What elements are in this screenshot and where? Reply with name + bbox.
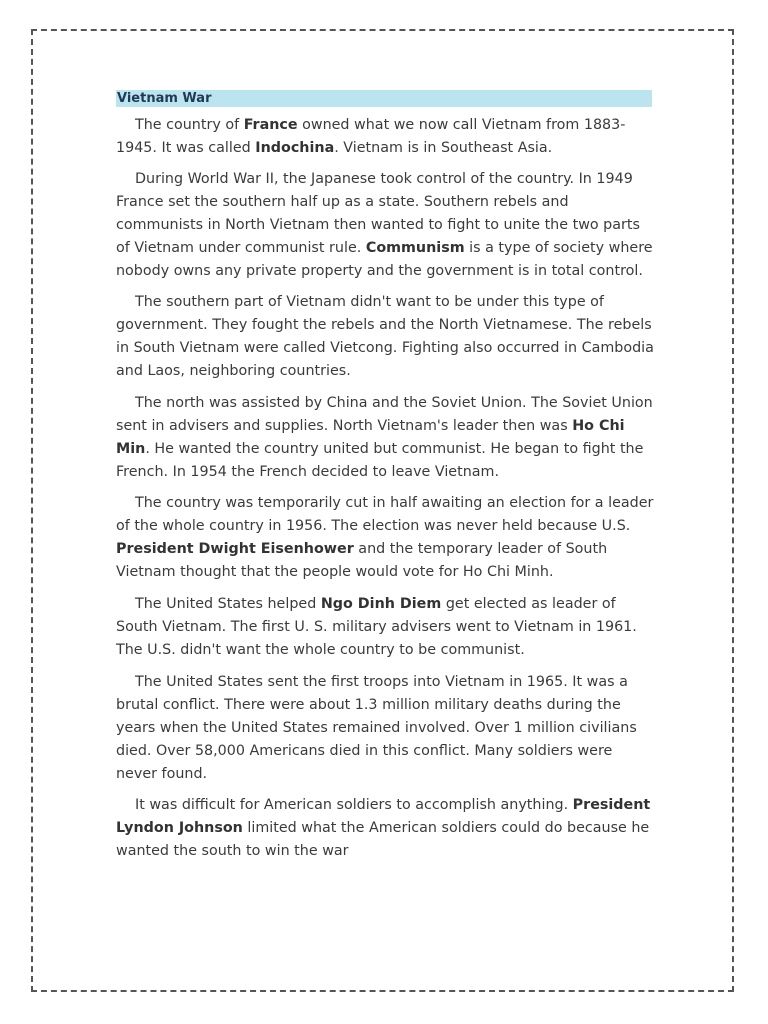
bold-term-france: France [243,117,298,133]
bold-term-indochina: Indochina [255,140,335,156]
bold-term-communism: Communism [365,240,465,256]
paragraph-3 [116,291,656,383]
paragraph-4 [116,392,656,484]
paragraph-6 [116,593,656,662]
text-run: . He wanted the country united but communist. He began to fight the French. In 1954 the French decided to leave Vietnam. [116,441,644,480]
text-run: limited what the American soldiers could do because he wanted the south to win the war [116,820,650,859]
bold-term-lyndon-johnson: President Lyndon Johnson [116,797,651,836]
bold-term-eisenhower: President Dwight Eisenhower [116,541,354,557]
text-run: The southern part of Vietnam didn't want to be under this type of government. They fought the rebels and the North Vietnamese. The rebels in South Vietnam were called Vietcong. Fighting also occurred in Cambodia and Laos, neighboring countries. [116,294,654,379]
text-run: get elected as leader of South Vietnam. The first U. S. military advisers went to Vietnam in 1961. The U.S. didn't want the whole country to be communist. [116,596,637,658]
text-run: During World War II, the Japanese took control of the country. In 1949 France set the southern half up as a state. Southern rebels and communists in North Vietnam then wanted to fight to unite the two parts of Vietnam under communist rule. [116,171,640,256]
text-run: . Vietnam is in Southeast Asia. [334,140,553,156]
text-run: owned what we now call Vietnam from 1883-1945. It was called [116,117,626,156]
paragraph-2 [116,168,656,283]
text-run: It was difficult for American soldiers to accomplish anything. [135,797,573,813]
text-run: The United States sent the first troops into Vietnam in 1965. It was a brutal conflict. There were about 1.3 million military deaths during the years when the United States remained involved. Over 1 million civilians died. Over 58,000 Americans died in this conflict. Many soldiers were never found. [116,674,637,782]
document-title: Vietnam War [116,90,652,107]
paragraph-1 [116,114,656,160]
text-run: The north was assisted by China and the Soviet Union. The Soviet Union sent in advisers and supplies. North Vietnam's leader then was [116,395,653,434]
document-body [116,90,656,863]
text-run: and the temporary leader of South Vietnam thought that the people would vote for Ho Chi Minh. [116,541,608,580]
text-run: is a type of society where nobody owns any private property and the government is in total control. [116,240,653,279]
paragraph-5 [116,492,656,584]
bold-term-ho-chi-min: Ho Chi Min [116,418,625,457]
text-run: The United States helped [135,596,321,612]
bold-term-ngo-dinh-diem: Ngo Dinh Diem [320,596,442,612]
text-run: The country of [135,117,244,133]
paragraph-8 [116,794,656,863]
text-run: The country was temporarily cut in half awaiting an election for a leader of the whole country in 1956. The election was never held because U.S. [116,495,654,534]
paragraph-7 [116,671,656,786]
